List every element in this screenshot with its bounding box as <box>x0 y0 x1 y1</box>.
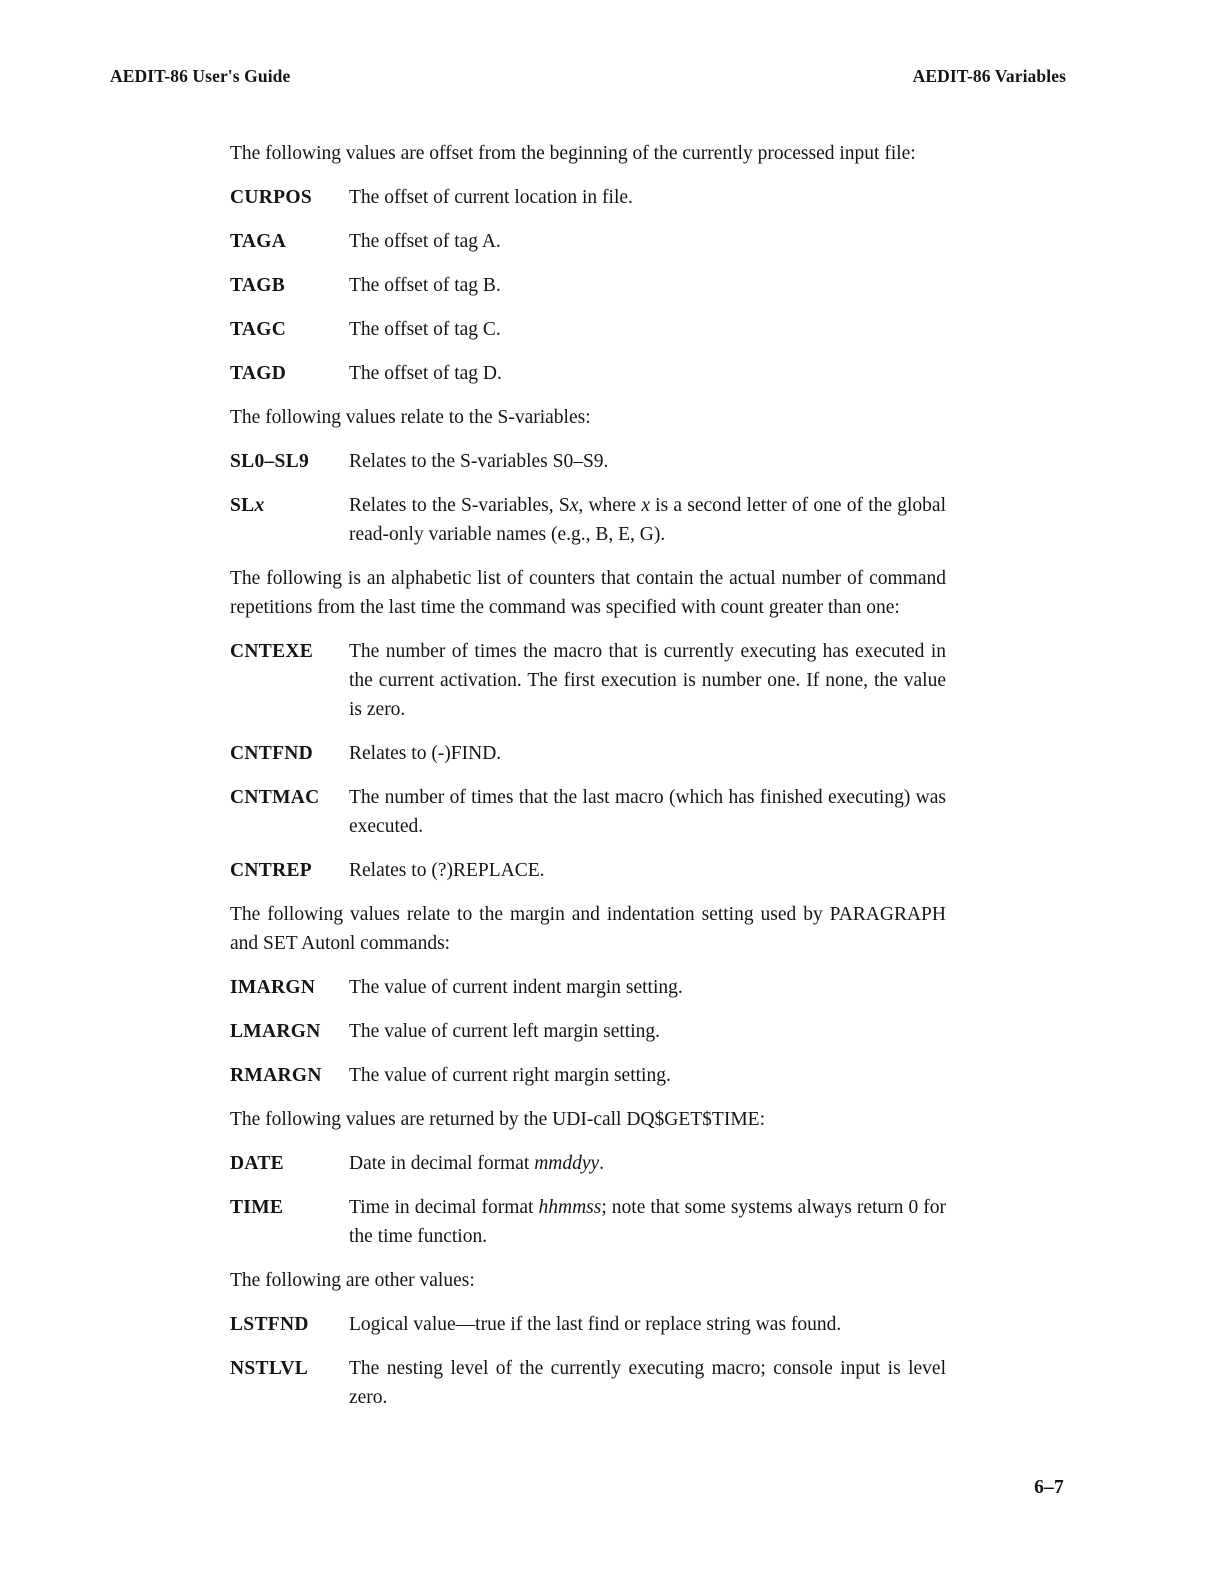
header-right-title: AEDIT-86 Variables <box>912 66 1066 86</box>
variable-term: TIME <box>230 1197 284 1218</box>
variable-term: TAGC <box>230 319 287 340</box>
intro-paragraph: The following values are offset from the beginning of the currently processed input file: <box>230 143 916 164</box>
intro-paragraph: The following values are returned by the UDI-call DQ$GET$TIME: <box>230 1109 765 1130</box>
definition-entry <box>230 447 946 476</box>
variable-term: IMARGN <box>230 977 316 998</box>
section-s-variables <box>230 403 946 549</box>
section-margins <box>230 900 946 1090</box>
variable-definition: The number of times the macro that is currently executing has executed in the current activation. The first execution is number one. If none, the value is zero. <box>349 641 946 720</box>
section-other-values <box>230 1266 946 1412</box>
variable-term: DATE <box>230 1153 284 1174</box>
page-content <box>230 139 946 1427</box>
definition-entry <box>230 1193 946 1251</box>
variable-term: NSTLVL <box>230 1358 309 1379</box>
variable-term: SLx <box>230 495 265 516</box>
variable-definition: Relates to the S-variables S0–S9. <box>349 451 609 472</box>
variable-definition: Relates to the S-variables, Sx, where x is a second letter of one of the global read-only variable names (e.g., B, E, G). <box>349 495 947 545</box>
header-left-title: AEDIT-86 User's Guide <box>110 66 291 86</box>
section-file-offsets <box>230 139 946 388</box>
definition-entry <box>230 856 946 885</box>
definition-entry <box>230 227 946 256</box>
definition-entry <box>230 315 946 344</box>
variable-definition: Relates to (?)REPLACE. <box>349 860 545 881</box>
variable-term: RMARGN <box>230 1065 322 1086</box>
definition-entry <box>230 973 946 1002</box>
definition-entry <box>230 637 946 724</box>
section-counters <box>230 564 946 885</box>
definition-entry <box>230 1061 946 1090</box>
section-udi-time <box>230 1105 946 1251</box>
variable-term: CURPOS <box>230 187 312 208</box>
intro-paragraph: The following values relate to the margin and indentation setting used by PARAGRAPH and SET Autonl commands: <box>230 904 946 954</box>
page-number: 6–7 <box>1034 1477 1064 1498</box>
definition-entry <box>230 739 946 768</box>
definition-entry <box>230 491 946 549</box>
intro-paragraph: The following values relate to the S-variables: <box>230 407 591 428</box>
variable-definition: The offset of tag D. <box>349 363 502 384</box>
definition-entry <box>230 783 946 841</box>
variable-term: CNTFND <box>230 743 314 764</box>
variable-definition: The offset of current location in file. <box>349 187 633 208</box>
definition-entry <box>230 1017 946 1046</box>
definition-entry <box>230 271 946 300</box>
definition-entry <box>230 359 946 388</box>
variable-definition: Relates to (-)FIND. <box>349 743 502 764</box>
variable-definition: The nesting level of the currently executing macro; console input is level zero. <box>349 1358 946 1408</box>
page-header <box>110 66 1066 87</box>
intro-paragraph: The following are other values: <box>230 1270 475 1291</box>
variable-term: CNTEXE <box>230 641 314 662</box>
variable-definition: The number of times that the last macro (which has finished executing) was executed. <box>349 787 946 837</box>
definition-entry <box>230 1149 946 1178</box>
variable-term: CNTMAC <box>230 787 320 808</box>
variable-term: TAGB <box>230 275 286 296</box>
variable-term: CNTREP <box>230 860 312 881</box>
definition-entry <box>230 1354 946 1412</box>
variable-definition: The offset of tag B. <box>349 275 501 296</box>
variable-definition: The offset of tag C. <box>349 319 501 340</box>
variable-term: TAGD <box>230 363 287 384</box>
variable-definition: Logical value—true if the last find or replace string was found. <box>349 1314 842 1335</box>
variable-term: LSTFND <box>230 1314 309 1335</box>
variable-definition: The value of current indent margin setting. <box>349 977 683 998</box>
intro-paragraph: The following is an alphabetic list of counters that contain the actual number of command repetitions from the last time the command was specified with count greater than one: <box>230 568 946 618</box>
definition-entry <box>230 1310 946 1339</box>
variable-definition: Date in decimal format mmddyy. <box>349 1153 605 1174</box>
variable-term: TAGA <box>230 231 287 252</box>
variable-definition: The offset of tag A. <box>349 231 501 252</box>
variable-definition: Time in decimal format hhmmss; note that some systems always return 0 for the time function. <box>349 1197 946 1247</box>
variable-term: SL0–SL9 <box>230 451 310 472</box>
variable-term: LMARGN <box>230 1021 321 1042</box>
definition-entry <box>230 183 946 212</box>
variable-definition: The value of current right margin setting. <box>349 1065 671 1086</box>
variable-definition: The value of current left margin setting. <box>349 1021 660 1042</box>
